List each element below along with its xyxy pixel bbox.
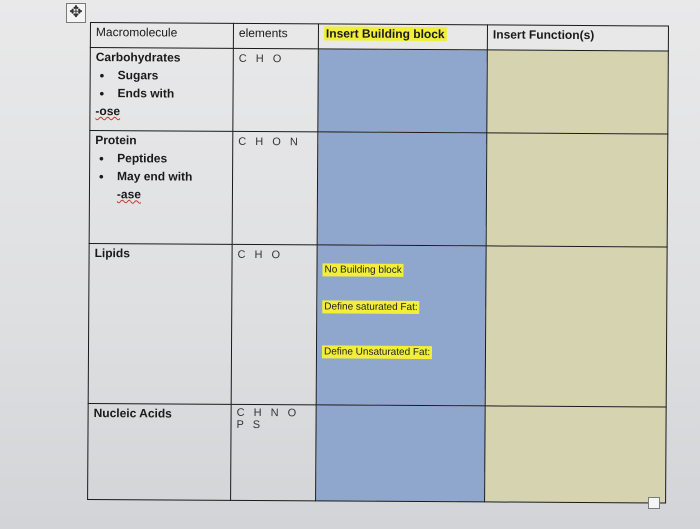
header-macromolecule-label: Macromolecule xyxy=(95,25,178,40)
table-row-nucleic-acids xyxy=(88,403,667,503)
row-title: Protein xyxy=(95,133,137,148)
cell-nucleic-acids-elements[interactable] xyxy=(231,404,317,501)
header-functions[interactable] xyxy=(487,25,668,51)
cell-lipids-name[interactable] xyxy=(88,243,232,404)
cell-lipids-building-block[interactable] xyxy=(316,245,486,406)
cell-carbohydrates-elements[interactable] xyxy=(233,48,319,132)
list-item: • Peptides xyxy=(117,151,227,166)
suffix-text: -ose xyxy=(95,104,121,119)
table-move-handle[interactable] xyxy=(66,3,86,23)
list-item: • Sugars xyxy=(118,68,228,83)
elements-text: C H N O P S xyxy=(236,406,300,432)
bullet-list xyxy=(96,68,228,101)
note-saturated-fat: Define saturated Fat: xyxy=(322,300,419,314)
list-item: • May end with xyxy=(117,169,227,184)
cell-lipids-elements[interactable] xyxy=(231,244,317,405)
cell-nucleic-acids-name[interactable] xyxy=(88,403,232,500)
elements-text: C H O N xyxy=(238,135,301,149)
header-elements[interactable] xyxy=(233,23,318,49)
row-title: Lipids xyxy=(94,246,130,261)
table-resize-handle[interactable] xyxy=(648,497,660,509)
header-elements-label: elements xyxy=(238,25,288,41)
note-unsaturated-fat: Define Unsaturated Fat: xyxy=(322,345,432,359)
table-header-row xyxy=(90,23,668,52)
bullet-list xyxy=(95,151,227,184)
lipid-notes xyxy=(322,247,481,359)
elements-text: C H O xyxy=(238,52,285,66)
header-building-block[interactable] xyxy=(318,24,487,50)
row-title: Nucleic Acids xyxy=(93,406,172,421)
cell-protein-elements[interactable] xyxy=(232,131,318,245)
macromolecule-table xyxy=(87,22,669,504)
move-arrows-icon: ✥ xyxy=(69,4,83,21)
cell-protein-name[interactable] xyxy=(89,131,233,245)
list-item: • Ends with xyxy=(118,86,228,101)
note-no-building-block: No Building block xyxy=(322,263,403,276)
cell-protein-building-block[interactable] xyxy=(317,132,487,246)
table-row-lipids xyxy=(88,243,667,407)
suffix-text: -ase xyxy=(116,187,142,202)
cell-nucleic-acids-building-block[interactable] xyxy=(316,405,486,502)
table-row-protein xyxy=(89,131,668,248)
header-functions-label: Insert Function(s) xyxy=(492,27,595,43)
header-building-block-label: Insert Building block xyxy=(325,26,445,42)
cell-carbohydrates-building-block[interactable] xyxy=(318,49,488,133)
cell-nucleic-acids-functions[interactable] xyxy=(485,406,667,503)
cell-carbohydrates-functions[interactable] xyxy=(487,50,669,134)
table-row-carbohydrates xyxy=(90,48,668,135)
cell-carbohydrates-name[interactable] xyxy=(90,48,234,132)
row-title: Carbohydrates xyxy=(95,50,181,65)
cell-lipids-functions[interactable] xyxy=(485,246,667,407)
elements-text: C H O xyxy=(237,248,284,262)
header-macromolecule[interactable] xyxy=(90,23,233,49)
cell-protein-functions[interactable] xyxy=(486,133,668,247)
